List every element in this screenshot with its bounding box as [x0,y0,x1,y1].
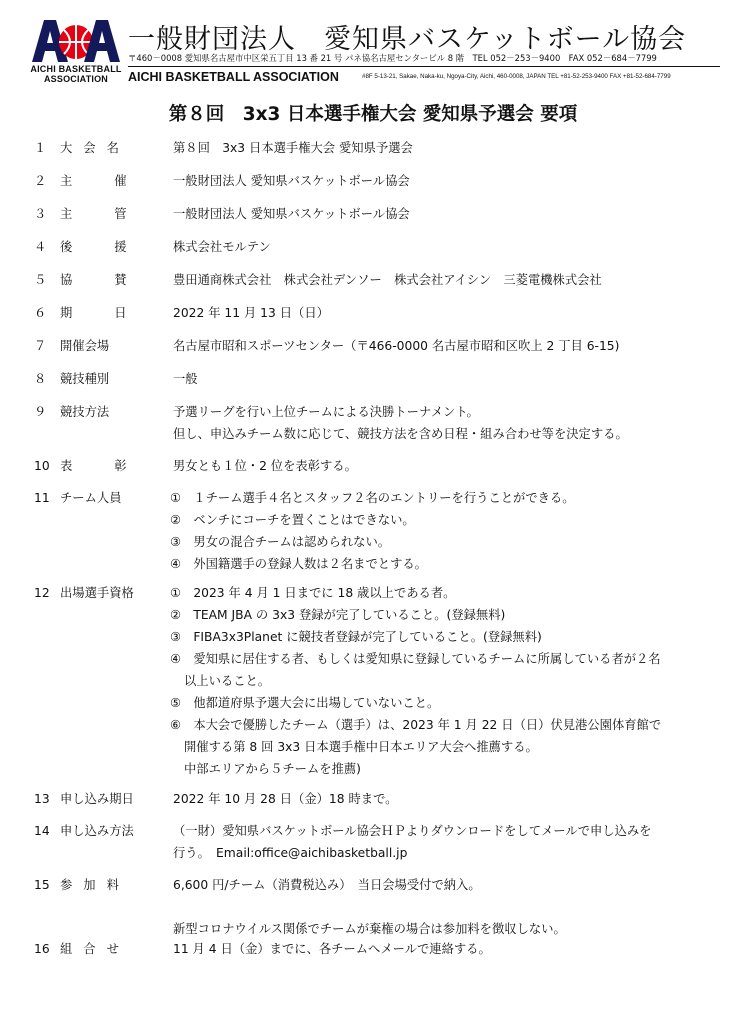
item-value: 名古屋市昭和スポーツセンター（〒466-0000 名古屋市昭和区吹上 2 丁目 6-15) [173,339,620,353]
item-label: チーム人員 [60,491,122,505]
letterhead-divider [128,66,720,67]
item-value: ⑤ 他都道府県予選大会に出場していないこと。 [170,696,440,710]
item-label: 申し込み期日 [60,792,134,806]
item-number: 14 [34,824,50,838]
item-value: 以上いること。 [184,674,271,688]
item-label: 開催会場 [60,339,110,353]
item-label: 大会名 [60,141,130,155]
org-name-en: AICHI BASKETBALL ASSOCIATION [128,70,339,84]
logo-subtitle-line2: ASSOCIATION [43,74,109,84]
item-value: 男女とも１位・2 位を表彰する。 [173,459,357,473]
item-value: ③ 男女の混合チームは認められない。 [170,535,391,549]
item-number: ２ [34,174,47,188]
item-value: ① 2023 年 4 月 1 日までに 18 歳以上である者。 [170,586,456,600]
item-number: ６ [34,306,47,320]
item-number: ７ [34,339,47,353]
item-label: 参加料 [60,878,130,892]
item-value [173,896,733,918]
item-number: 10 [34,459,50,473]
item-value: ③ FIBA3x3Planet に競技者登録が完了していること。(登録無料) [170,630,542,644]
item-value: 株式会社モルテン [173,240,271,254]
item-number: ４ [34,240,47,254]
item-number: １ [34,141,47,155]
item-value: 一般 [173,372,198,386]
item-value: （一財）愛知県バスケットボール協会ＨＰよりダウンロードをしてメールで申し込みを [173,824,652,838]
item-number: ５ [34,273,47,287]
item-label: 主催 [60,174,169,188]
item-number: 11 [34,491,50,505]
item-label: 出場選手資格 [60,586,134,600]
document-title: 第８回 3x3 日本選手権大会 愛知県予選会 要項 [168,104,578,125]
item-label: 後援 [60,240,169,254]
item-number: 13 [34,792,50,806]
item-label: 競技方法 [60,405,110,419]
item-number: 16 [34,942,50,956]
item-value: 一般財団法人 愛知県バスケットボール協会 [173,174,410,188]
item-value: 新型コロナウイルス関係でチームが棄権の場合は参加料を徴収しない。 [173,922,566,936]
item-number: ８ [34,372,47,386]
item-value: 2022 年 10 月 28 日（金）18 時まで。 [173,792,398,806]
item-label: 協賛 [60,273,169,287]
item-value: 2022 年 11 月 13 日（日） [173,306,329,320]
item-label: 主管 [60,207,169,221]
item-label: 申し込み方法 [60,824,134,838]
logo-subtitle-line1: AICHI BASKETBALL [30,64,122,74]
org-name-jp: 一般財団法人 愛知県バスケットボール協会 [128,24,687,55]
org-address-jp: 〒460－0008 愛知県名古屋市中区栄五丁目 13 番 21 号 パネ協名古屋センタービル 8 階 TEL 052－253－9400 FAX 052－684－7799 [128,53,657,63]
letterhead [30,18,720,88]
org-address-en: #8F 5-13-21, Sakae, Naka-ku, Ngoya-City, Aichi, 460-0008, JAPAN TEL +81-52-253-9400 FAX +81-52-684-7799 [362,73,671,80]
item-label: 期日 [60,306,169,320]
item-value: 開催する第 8 回 3x3 日本選手権中日本エリア大会へ推薦する。 [184,740,538,754]
item-value: 一般財団法人 愛知県バスケットボール協会 [173,207,410,221]
aba-logo [30,18,122,88]
item-value: 11 月 4 日（金）までに、各チームへメールで連絡する。 [173,942,491,956]
item-value: ④ 外国籍選手の登録人数は２名までとする。 [170,557,427,571]
aba-logo-mark [30,18,122,64]
item-number: ３ [34,207,47,221]
item-value: 第８回 3x3 日本選手権大会 愛知県予選会 [173,141,413,155]
item-value: 予選リーグを行い上位チームによる決勝トーナメント。 [173,405,479,419]
item-value: ④ 愛知県に居住する者、もしくは愛知県に登録しているチームに所属している者が２名 [170,652,661,666]
item-value: 中部エリアから５チームを推薦) [184,762,361,776]
item-number: 15 [34,878,50,892]
item-value: ② ベンチにコーチを置くことはできない。 [170,513,415,527]
item-value: 豊田通商株式会社 株式会社デンソー 株式会社アイシン 三菱電機株式会社 [173,273,602,287]
item-value: 行う。 Email:office@aichibasketball.jp [173,846,408,860]
item-value: 但し、申込みチーム数に応じて、競技方法を含め日程・組み合わせ等を決定する。 [173,427,628,441]
item-value: ② TEAM JBA の 3x3 登録が完了していること。(登録無料) [170,608,506,622]
item-number: ９ [34,405,47,419]
item-label: 組合せ [60,942,130,956]
item-value: ⑥ 本大会で優勝したチーム（選手）は、2023 年 1 月 22 日（日）伏見港公園体育館で [170,718,662,732]
item-label: 表彰 [60,459,169,473]
item-number: 12 [34,586,50,600]
item-value: ① １チーム選手４名とスタッフ２名のエントリーを行うことができる。 [170,491,575,505]
item-value: 6,600 円/チーム（消費税込み） 当日会場受付で納入。 [173,878,481,892]
item-label: 競技種別 [60,372,110,386]
